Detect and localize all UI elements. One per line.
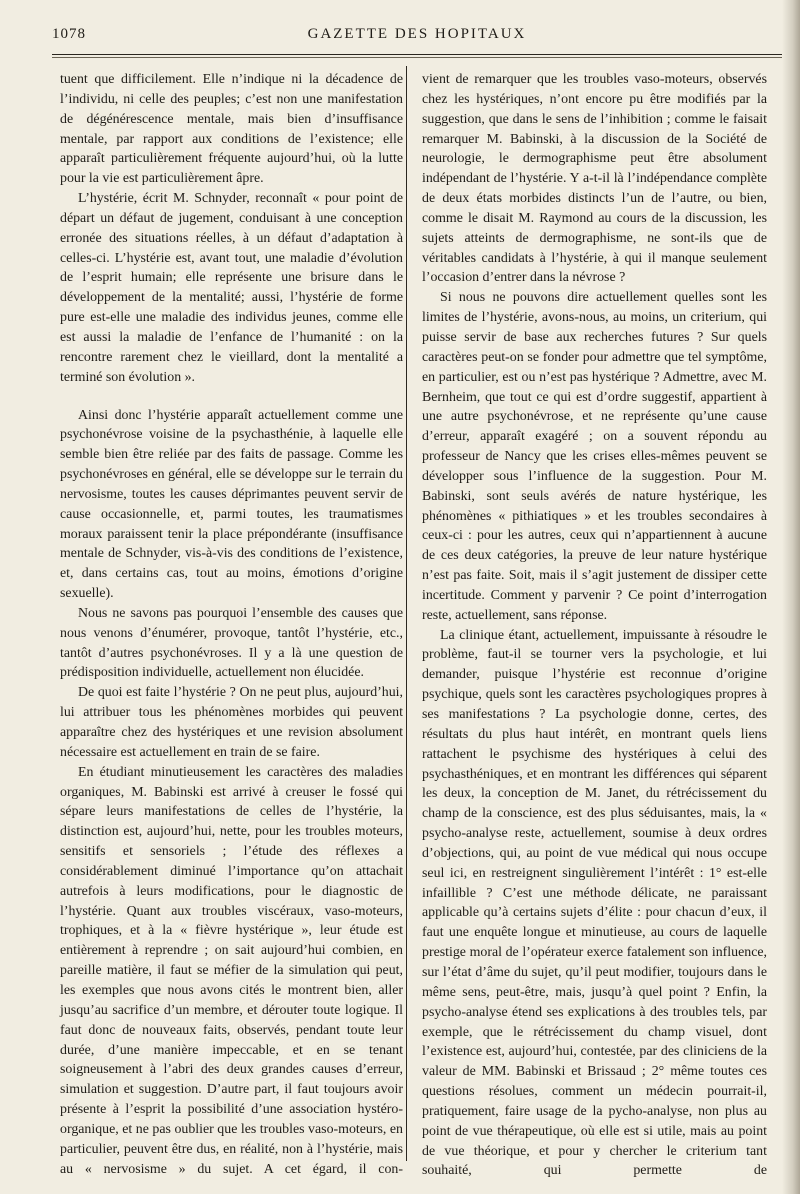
paragraph: vient de remarquer que les troubles vaso-moteurs, observés chez les hystériques, n’ont encore pu être modifiés par la suggestion, que dans le sens de l’inhibition ; comme le faisait remarquer M. Babinski, à la discussion de la Société de neurologie, le dermographisme peut être absolument indépendant de l’hystérie. Y a-t-il là l’indépendance complète de deux états morbides distincts l’un de l’autre, ou bien, comme le disait M. Raymond au cours de la discussion, les sujets atteints de dermographisme, ne sont-ils que de véritables candidats à l’hystérie, à qui il manque seulement l’occasion d’entrer dans la névrose ? xyxy=(422,72,767,286)
paragraph: L’hystérie, écrit M. Schnyder, reconnaît « pour point de départ un défaut de jugement, conduisant à une conception erronée des situations réelles, à un défaut d’adaptation à celles-ci. L’hystérie est, avant tout, une maladie d’évolution de l’esprit humain; elle représente une brisure dans le développement de la mentalité; aussi, l’hystérie de forme pure est-elle une maladie des individus jeunes, comme elle est aussi la maladie de l’enfance de l’humanité : on la rencontre rarement chez le vieillard, dont la mentalité a terminé son évolution ». xyxy=(60,191,403,385)
journal-title: GAZETTE DES HOPITAUX xyxy=(307,26,527,42)
paragraph: Si nous ne pouvons dire actuellement quelles sont les limites de l’hystérie, avons-nous, au moins, un criterium, qui puisse servir de base aux recherches futures ? Sur quels caractères peut-on se fonder pour admettre que tel symptôme, en particulier, est ou n’est pas hystérique ? Admettre, avec M. Bernheim, que tout ce qui est d’ordre suggestif, appartient à une autre psychonévrose, et ne représente qu’une cause d’erreur, apparaît exagéré ; on a souvent répondu au professeur de Nancy que les crises elles-mêmes peuvent se développer sous l’influence de la suggestion. Pour M. Babinski, sont seuls avérés de nature hystérique, les phénomènes « pithiatiques » et les troubles secondaires à ceux-ci : pour les autres, ceux qui n’appartiennent à aucune de ces deux catégories, la preuve de leur nature hystérique n’est pas faite. Soit, mais il s’agit justement de dissiper cette incertitude. Comment y parvenir ? Ce point d’interrogation reste, actuellement, sans réponse. xyxy=(422,290,767,623)
page-number: 1078 xyxy=(52,26,86,42)
column-divider xyxy=(406,66,407,1161)
right-column xyxy=(422,70,767,1181)
left-column xyxy=(60,70,403,1179)
paragraph: La clinique étant, actuellement, impuissante à résoudre le problème, faut-il se tourner vers la psychologie, et lui demander, puisque l’hystérie est reconnue d’origine psychique, quels sont les caractères psychologiques propres à ses manifestations ? La psychologie donne, certes, des résultats du plus haut intérêt, en montrant quels liens rattachent le psychisme des hystériques à celui des psychasthéniques, et en montrant les différences qui séparent les deux, la conception de M. Janet, du rétrécissement du champ de la conscience, est des plus séduisantes, mais, la « psycho-analyse reste, actuellement, soumise à deux ordres d’objections, qui, au point de vue médical qui nous occupe seul ici, en restreignent singulièrement l’intérêt : 1° est-elle infaillible ? C’est une méthode délicate, ne paraissant applicable qu’à certains sujets d’élite : pour chacun d’eux, il faut une enquête longue et minutieuse, au cours de laquelle prestige moral de l’opérateur exerce fatalement son influence, sur l’état d’âme du sujet, qu’il peut modifier, toujours dans le même sens, peut-être, mais, jusqu’à quel point ? Enfin, la psycho-analyse étend ses explications à des troubles tels, par exemple, que le rétrécissement du champ visuel, dont l’existence est, aujourd’hui, contestée, par des cliniciens de la valeur de MM. Babinski et Brissaud ; 2° même toutes ces questions résolues, comment un médecin pourrait-il, pratiquement, faire usage de la pycho-analyse, non plus au point de vue thérapeutique, où elle est si utile, mais au point de vue théorique, et pour y chercher le criterium tant souhaité, qui permette de xyxy=(422,627,767,1179)
paragraph: En étudiant minutieusement les caractères des maladies organiques, M. Babinski est arrivé à creuser le fossé qui sépare leurs manifestations de celles de l’hystérie, la distinction est, aujourd’hui, nette, pour les troubles moteurs, sensitifs et sensoriels ; l’étude des réflexes a considérablement diminué l’importance qu’on attachait autrefois à leurs modifications, pour le diagnostic de l’hystérie. Quant aux troubles viscéraux, vaso-moteurs, trophiques, et à la « fièvre hystérique », leur étude est entièrement à reprendre ; on sait aujourd’hui combien, en pareille matière, il faut se méfier de la simulation qui peut, les exemples que nous avons cités le montrent bien, aller jusqu’au sacrifice d’un membre, et dérouter toute logique. Il faut donc de nouveaux faits, observés, pendant toute leur durée, d’une manière impeccable, et en se tenant soigneusement à l’abri des deux grandes causes d’erreur, simulation et suggestion. D’autre part, il faut toujours avoir présente à l’esprit la possibilité d’une association hystéro-organique, et ne pas oublier que les troubles vaso-moteurs, en particulier, peuvent être dus, en réalité, non à l’hystérie, mais au « nervosisme » du sujet. A cet égard, il con- xyxy=(60,764,403,1177)
paragraph: Ainsi donc l’hystérie apparaît actuellement comme une psychonévrose voisine de la psychasthénie, à laquelle elle semble bien être reliée par des faits de passage. Comme les psychonévroses en général, elle se développe sur le terrain du nervosisme, toutes les causes déprimantes peuvent servir de cause occasionnelle, et, parmi toutes, les traumatismes moraux paraissent tenir la place prépondérante (insuffisance mentale de Schnyder, vis-à-vis des conditions de l’existence, et, dans certains cas, tout au moins, émotions d’origine sexuelle). xyxy=(60,407,403,602)
binding-shadow xyxy=(782,0,800,1194)
page-header xyxy=(52,26,782,50)
header-rule xyxy=(52,54,782,55)
paragraph: Nous ne savons pas pourquoi l’ensemble des causes que nous venons d’énumérer, provoque, tantôt l’hystérie, etc., tantôt d’autres psychonévroses. Il y a là une question de prédisposition individuelle, actuellement non élucidée. xyxy=(60,605,403,681)
paragraph: tuent que difficilement. Elle n’indique ni la décadence de l’individu, ni celle des peuples; c’est non une manifestation de dégénérescence mentale, mais bien d’insuffisance mentale, par rapport aux conditions de l’existence; elle apparaît particulièrement fréquente aujourd’hui, où la lutte pour la vie est particulièrement âpre. xyxy=(60,72,403,187)
header-rule-secondary xyxy=(52,57,782,58)
paragraph: De quoi est faite l’hystérie ? On ne peut plus, aujourd’hui, lui attribuer tous les phénomènes morbides qui peuvent apparaître chez des hystériques et une revision absolument nécessaire est actuellement en train de se faire. xyxy=(60,685,403,760)
